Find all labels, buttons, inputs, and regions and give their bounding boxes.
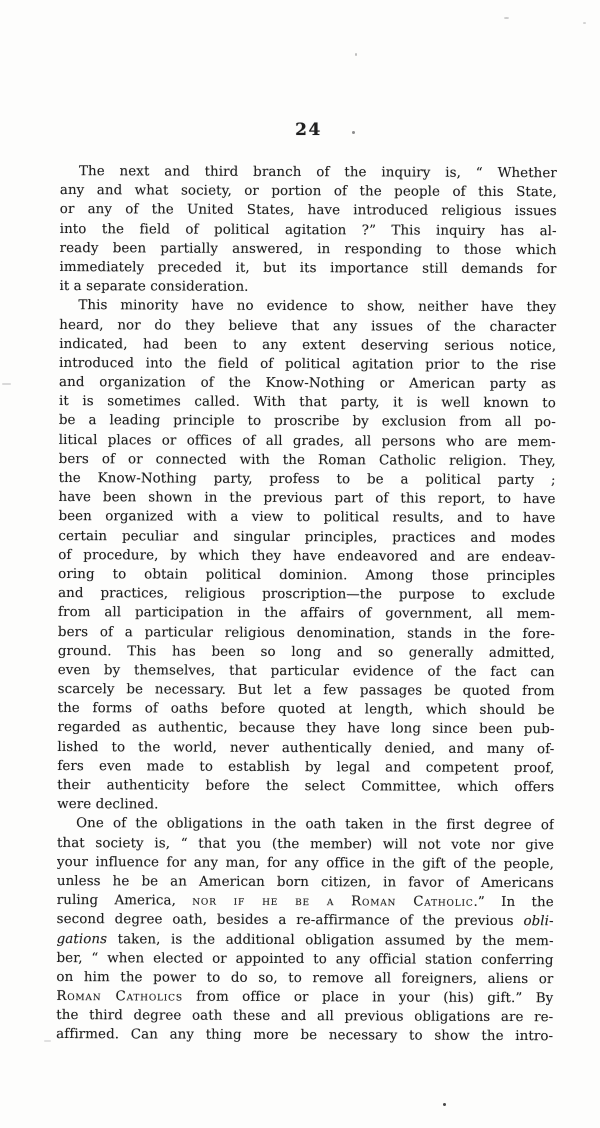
text-line — [57, 929, 554, 950]
body-text: the third degree oath these and all previous obligations are re- — [56, 1008, 554, 1026]
text-line — [57, 718, 554, 739]
text-line — [56, 1006, 553, 1027]
body-text: even by themselves, that particular evidence of the fact can — [57, 662, 555, 681]
body-text: indicated, had been to any extent deserving serious notice, — [59, 336, 557, 354]
body-text: bers of or connected with the Roman Catholic religion. They, — [58, 451, 556, 469]
text-line — [58, 527, 555, 548]
body-text: on him the power to do so, to remove all foreigners, aliens or — [56, 969, 554, 988]
text-line — [57, 776, 554, 797]
text-line — [57, 738, 554, 759]
body-text: oring to obtain political dominion. Among those principles — [58, 566, 556, 585]
body-text: and organization of the Know-Nothing or American party as — [59, 375, 557, 393]
text-line — [58, 661, 555, 682]
paragraph — [59, 162, 557, 298]
text-block — [56, 162, 557, 1047]
ink-speck — [583, 22, 586, 24]
body-text: were declined. — [57, 797, 159, 813]
body-text: immediately preceded it, but its importance still demands for — [59, 259, 557, 278]
text-line — [57, 891, 554, 912]
body-text: scarcely be necessary. But let a few passages be quoted from — [57, 682, 555, 700]
body-text: have been shown in the previous part of this report, to have — [58, 490, 556, 508]
body-text: taken, is the additional obligation assumed by the mem- — [107, 931, 554, 949]
text-line — [59, 296, 556, 317]
text-line — [59, 450, 556, 471]
body-text: second degree oath, besides a re-affirmance of the previous — [56, 912, 524, 930]
body-text: ready been partially answered, in responding to those which — [59, 240, 557, 258]
text-line — [56, 987, 553, 1008]
body-text: the forms of oaths before quoted at length, which should be — [57, 701, 555, 719]
text-line — [57, 834, 554, 855]
text-line — [57, 795, 554, 816]
body-text: any and what society, or portion of the people of this State, — [59, 183, 557, 201]
body-text: certain peculiar and singular principles, practices and modes — [58, 528, 556, 546]
text-line — [58, 699, 555, 720]
text-line — [59, 469, 556, 490]
ink-speck — [355, 53, 357, 56]
ink-speck — [504, 17, 509, 19]
text-line — [58, 565, 555, 586]
paragraph — [56, 814, 554, 1046]
text-line — [59, 315, 556, 336]
text-line — [58, 488, 555, 509]
body-text: it is sometimes called. With that party, it is well known to — [58, 394, 556, 412]
text-line — [59, 335, 556, 356]
body-text: that society is, “ that you (the member) will not vote nor give — [56, 835, 555, 853]
body-text: be a leading principle to proscribe by exclusion from all po- — [58, 413, 556, 431]
body-text: .” In the — [473, 894, 554, 911]
body-text: your influence for any man, for any office in the gift of the people, — [56, 854, 554, 872]
body-text: This minority have no evidence to show, neither have they — [78, 298, 557, 316]
text-line — [59, 431, 556, 452]
ink-speck — [2, 383, 11, 385]
italic-text: obli- — [523, 914, 554, 930]
body-text: their authenticity before the select Committee, which offers — [57, 777, 555, 796]
body-text: been organized with a view to political results, and to have — [58, 509, 556, 527]
paragraph — [57, 296, 556, 816]
text-line — [60, 200, 557, 221]
body-text: fers even made to establish by legal and competent proof, — [57, 758, 555, 776]
text-line — [58, 546, 555, 567]
text-line — [59, 277, 556, 298]
text-line — [58, 584, 555, 605]
body-text: or any of the United States, have introduced religious issues — [59, 202, 557, 220]
body-text: unless he be an American born citizen, in favor of Americans — [56, 873, 554, 892]
text-line — [59, 354, 556, 375]
text-line — [57, 814, 554, 835]
italic-text: gations — [56, 931, 108, 947]
body-text: of procedure, by which they have endeavored and are endeav- — [58, 547, 556, 565]
body-text: litical places or offices of all grades, all persons who are mem- — [58, 432, 556, 450]
body-text: The next and third branch of the inquiry is, “ Whether — [78, 164, 557, 182]
ink-speck — [44, 1040, 51, 1042]
body-text: ground. This has been so long and so generally admitted, — [57, 643, 555, 661]
body-text: ber, “ when elected or appointed to any official station conferring — [56, 950, 554, 968]
text-line — [58, 622, 555, 643]
body-text: from all participation in the affairs of government, all mem- — [58, 605, 556, 623]
text-line — [59, 392, 556, 413]
body-text: from office or place in your (his) gift.” By — [182, 989, 554, 1007]
small-caps-text: Roman Catholics — [56, 989, 183, 1005]
body-text: bers of a particular religious denomination, stands in the fore- — [57, 624, 555, 642]
text-line — [60, 181, 557, 202]
body-text: heard, nor do they believe that any issues of the character — [59, 317, 557, 335]
text-line — [60, 239, 557, 260]
body-text: into the field of political agitation ?” This inquiry has al- — [59, 221, 557, 239]
text-line — [60, 162, 557, 183]
body-text: the Know-Nothing party, profess to be a political party ; — [58, 470, 556, 489]
body-text: and practices, religious proscription—the purpose to exclude — [58, 586, 556, 604]
text-line — [57, 910, 554, 931]
text-line — [59, 373, 556, 394]
text-line — [58, 680, 555, 701]
small-caps-text: nor if he be a Roman Catholic — [192, 893, 474, 910]
body-text: introduced into the field of political agitation prior to the rise — [59, 355, 557, 374]
text-line — [58, 603, 555, 624]
text-line — [58, 507, 555, 528]
text-line — [59, 258, 556, 279]
text-line — [59, 411, 556, 432]
text-line — [56, 1025, 553, 1046]
text-line — [56, 968, 553, 989]
body-text: One of the obligations in the oath taken in the first degree of — [76, 816, 555, 834]
text-line — [57, 757, 554, 778]
text-line — [56, 949, 553, 970]
ink-speck — [443, 1103, 446, 1106]
body-text: regarded as authentic, because they have long since been pub- — [57, 720, 555, 738]
body-text: lished to the world, never authentically denied, and many of- — [57, 739, 555, 757]
text-line — [58, 642, 555, 663]
ink-speck — [352, 131, 355, 134]
body-text: it a separate consideration. — [59, 279, 249, 295]
text-line — [60, 220, 557, 241]
body-text: affirmed. Can any thing more be necessary to show the intro- — [56, 1027, 554, 1045]
page-number: 24 — [295, 120, 322, 140]
text-line — [57, 853, 554, 874]
body-text: ruling America, — [56, 893, 193, 909]
text-line — [57, 872, 554, 893]
